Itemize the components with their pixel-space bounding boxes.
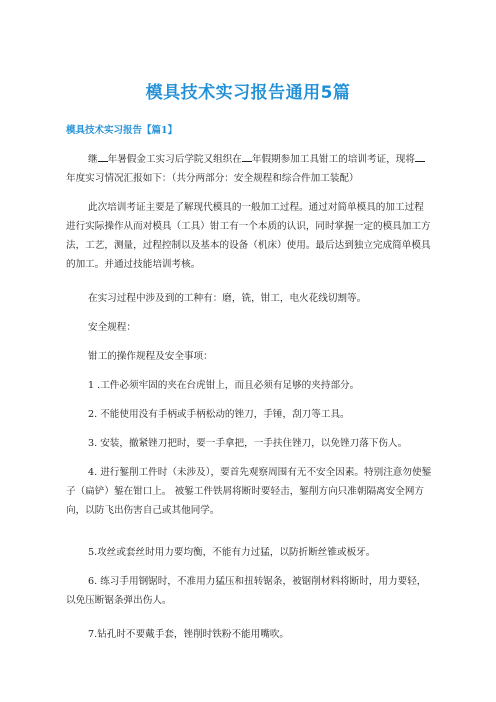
- body-paragraph: 在实习过程中涉及到的工种有：磨，铣，钳工，电火花线切割等。: [88, 293, 367, 304]
- list-item: 5.攻丝或套丝时用力要均衡，不能有力过猛，以防折断丝锥或板牙。: [88, 547, 376, 558]
- intro-paragraph: [66, 150, 432, 188]
- blank-line: [98, 152, 108, 162]
- list-item: 6. 练习手用钢锯时，不准用力猛压和扭转锯条，被锯削材料将断时，用力要轻，以免压断锯条弹出伤人。: [66, 576, 427, 606]
- list-item: 3. 安装，撤紧锉刀把时，要一手拿把，一手扶住锉刀，以免锉刀落下伤人。: [88, 438, 408, 449]
- list-item: 1 .工件必须牢固的夹在台虎钳上，而且必须有足够的夹持部分。: [88, 380, 360, 391]
- intro-text-3: 年假期参加工具钳工的培训考证，现将: [251, 154, 415, 165]
- body-paragraph: 此次培训考证主要是了解现代模具的一般加工过程。通过对简单模具的加工过程进行实际操作从而对模具（工具）钳工有一个本质的认识，同时掌握一定的模具加工方法，工艺，测量，过程控制以及基本的设备（机床）使用。最后达到独立完成简单模具的加工。并通过技能培训考核。: [66, 202, 431, 270]
- list-item: 7.钻孔时不要戴手套，锉削时铁粉不能用嘴吹。: [88, 629, 290, 640]
- intro-text-1: 继: [88, 154, 98, 165]
- blank-line: [242, 152, 252, 162]
- section-heading: 模具技术实习报告【篇1】: [66, 125, 178, 136]
- list-item: 2. 不能使用没有手柄或手柄松动的锉刀，手锤，刮刀等工具。: [88, 409, 350, 420]
- body-paragraph: 安全规程：: [88, 322, 136, 333]
- blank-line: [415, 152, 425, 162]
- document-title: 模具技术实习报告通用5篇: [145, 83, 351, 103]
- intro-text-4: 年度实习情况汇报如下：（共分两部分：安全规程和综合件加工装配）: [66, 173, 359, 184]
- body-paragraph: 钳工的操作规程及安全事项：: [88, 351, 213, 362]
- intro-text-2: 年暑假金工实习后学院又组织在: [107, 154, 242, 165]
- list-item: 4. 进行錾削工件时（未涉及），要首先观察周围有无不安全因素。特别注意勿使錾子（扁铲）錾在钳口上。 被錾工件铁屑将断时要轻击，錾削方向只准朝隔离安全网方向，以防飞出伤害自己或其他同学。: [66, 467, 432, 516]
